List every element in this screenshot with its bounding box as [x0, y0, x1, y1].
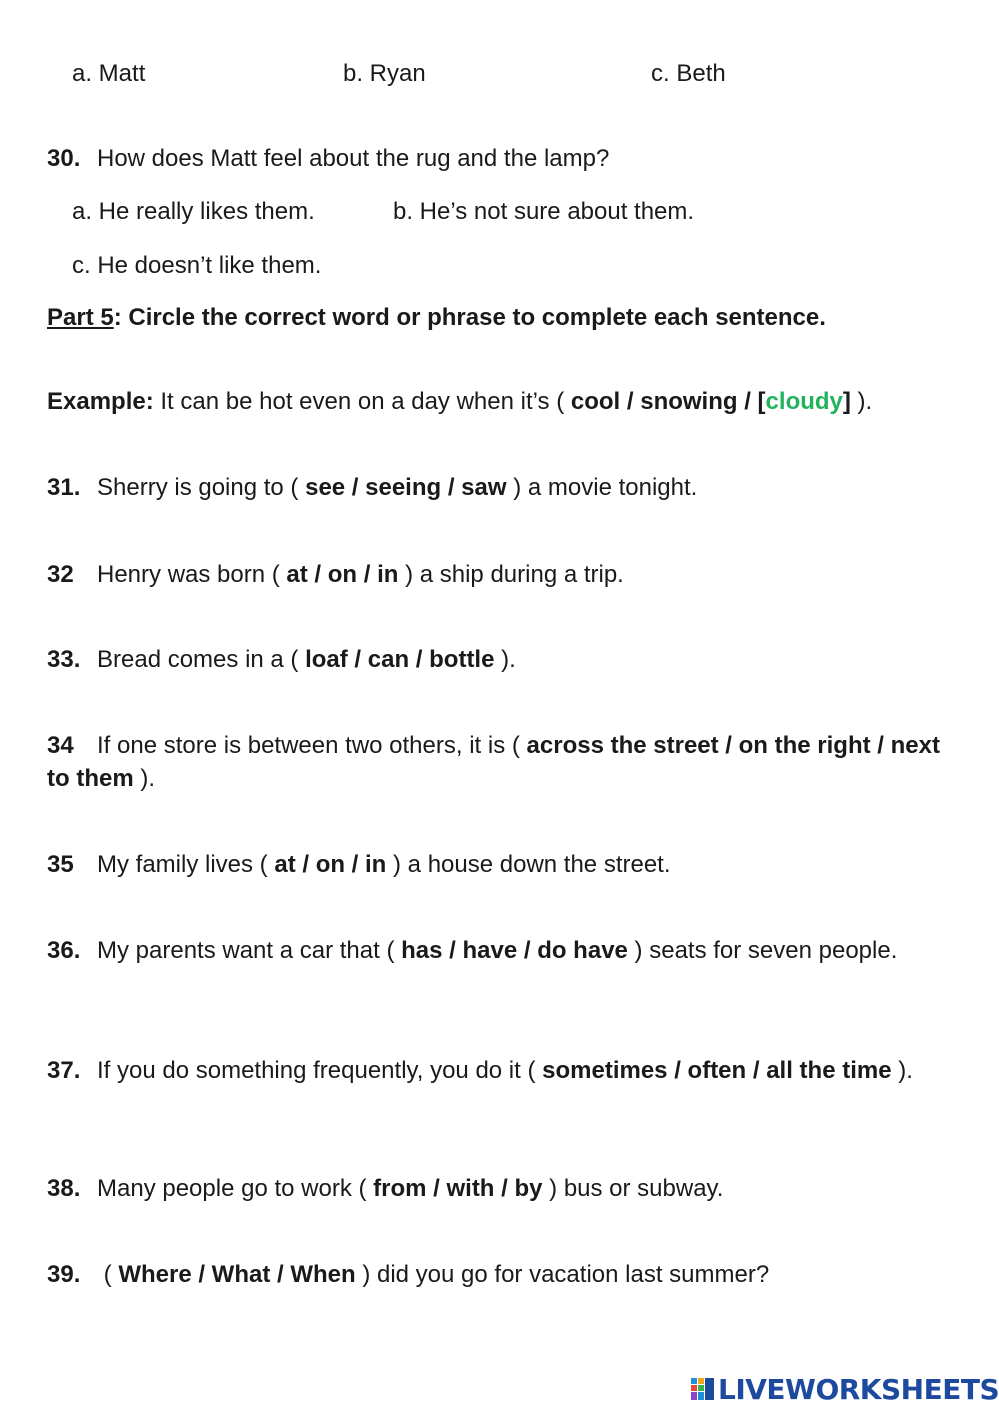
question-30 — [47, 142, 609, 175]
q30-option-a: a. He really likes them. — [72, 198, 315, 225]
question-choices[interactable]: at / on / in — [274, 851, 387, 878]
question-text: How does Matt feel about the rug and the lamp? — [97, 145, 610, 172]
question-text-end: ). — [891, 1057, 913, 1084]
question-text-end: ) a ship during a trip. — [398, 561, 624, 588]
question-number: 38. — [47, 1175, 81, 1202]
question-choices[interactable]: loaf / can / bottle — [305, 646, 495, 673]
example-line — [47, 385, 872, 418]
question-text-end: ) did you go for vacation last summer? — [355, 1261, 770, 1288]
question-text: My parents want a car that ( — [97, 937, 402, 964]
question-number: 36. — [47, 937, 81, 964]
example-answer: cloudy — [765, 388, 843, 415]
question-text: If you do something frequently, you do it ( — [97, 1057, 543, 1084]
part5-instruction: : Circle the correct word or phrase to complete each sentence. — [113, 304, 826, 331]
question-38 — [47, 1172, 723, 1205]
question-text: Sherry is going to ( — [97, 474, 306, 501]
question-choices[interactable]: see / seeing / saw — [305, 474, 507, 501]
example-text: It can be hot even on a day when it’s ( — [153, 388, 571, 415]
q30-option-c: c. He doesn’t like them. — [72, 252, 322, 279]
liveworksheets-logo-icon — [691, 1376, 715, 1402]
q29-option-c: c. Beth — [651, 60, 726, 87]
question-number: 39. — [47, 1261, 81, 1288]
question-number: 33. — [47, 646, 81, 673]
q30-option-b: b. He’s not sure about them. — [393, 198, 695, 225]
question-text-end: ) seats for seven people. — [627, 937, 898, 964]
question-text-end: ) a house down the street. — [386, 851, 671, 878]
question-32 — [47, 558, 624, 591]
question-text: If one store is between two others, it is ( — [97, 732, 527, 759]
question-choices[interactable]: from / with / by — [373, 1175, 543, 1202]
question-33 — [47, 643, 516, 676]
part5-heading — [47, 301, 826, 334]
question-number: 35 — [47, 851, 74, 878]
question-choices[interactable]: sometimes / often / all the time — [542, 1057, 892, 1084]
question-text: My family lives ( — [97, 851, 275, 878]
question-text-end: ). — [494, 646, 516, 673]
question-choices[interactable]: has / have / do have — [401, 937, 628, 964]
example-close-bracket: ] — [842, 388, 851, 415]
example-choices: cool / snowing / [ — [570, 388, 766, 415]
q29-option-a: a. Matt — [72, 60, 146, 87]
question-number: 37. — [47, 1057, 81, 1084]
question-text-end: ) bus or subway. — [542, 1175, 724, 1202]
question-36 — [47, 934, 947, 967]
question-text-end: ). — [133, 765, 155, 792]
question-text: Many people go to work ( — [97, 1175, 374, 1202]
question-text: ( — [97, 1261, 119, 1288]
q29-option-b: b. Ryan — [343, 60, 426, 87]
question-choices[interactable]: across the street / on the right / next to them — [47, 732, 940, 792]
question-35 — [47, 848, 671, 881]
part5-label: Part 5 — [47, 304, 114, 331]
question-number: 30. — [47, 145, 81, 172]
question-text: Henry was born ( — [97, 561, 287, 588]
question-text: Bread comes in a ( — [97, 646, 306, 673]
example-end: ). — [850, 388, 873, 415]
question-34 — [47, 729, 947, 795]
liveworksheets-logo[interactable] — [691, 1372, 999, 1406]
example-label: Example: — [47, 388, 154, 415]
question-number: 32 — [47, 561, 74, 588]
question-31 — [47, 471, 697, 504]
question-number: 31. — [47, 474, 81, 501]
question-number: 34 — [47, 732, 74, 759]
question-text-end: ) a movie tonight. — [506, 474, 698, 501]
question-37 — [47, 1054, 947, 1087]
question-39 — [47, 1258, 769, 1291]
question-choices[interactable]: at / on / in — [286, 561, 399, 588]
question-choices[interactable]: Where / What / When — [118, 1261, 356, 1288]
logo-text: LIVEWORKSHEETS — [718, 1372, 999, 1406]
